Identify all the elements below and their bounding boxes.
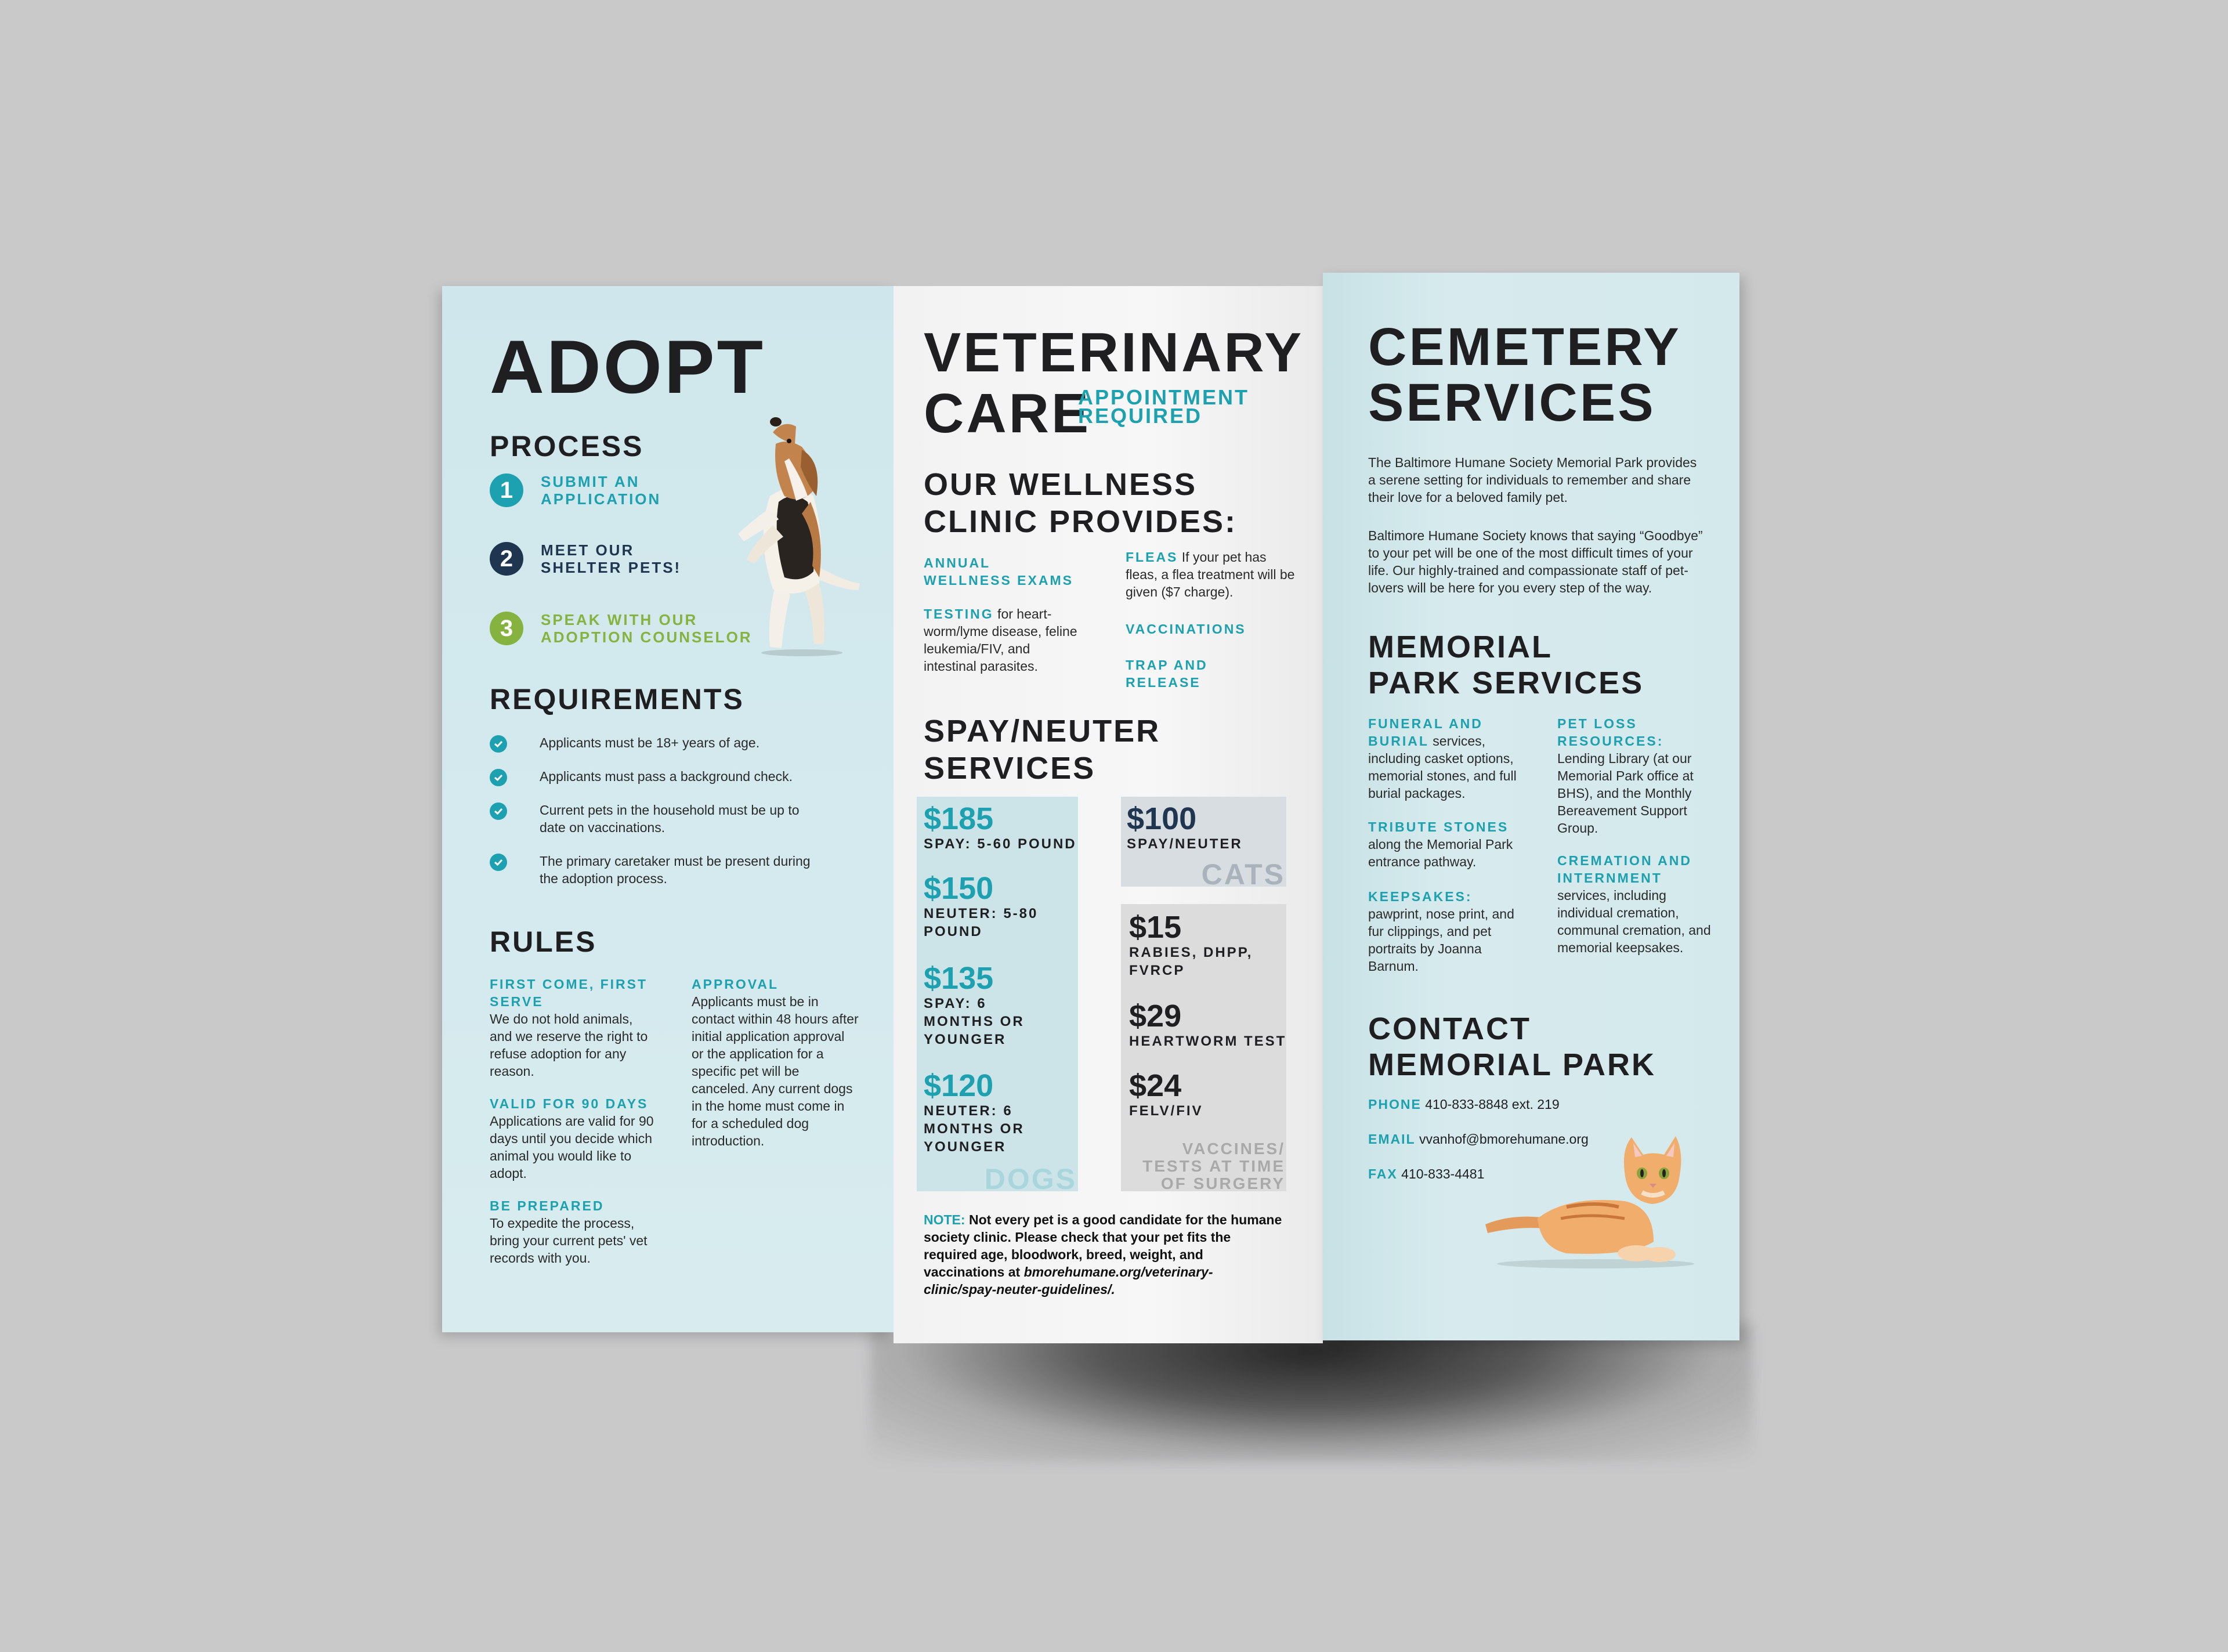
wellness-heading: OUR WELLNESS CLINIC PROVIDES: <box>924 467 1238 539</box>
price-label: RABIES, DHPP, FVRCP <box>1129 945 1253 978</box>
cemetery-goodbye-text: Baltimore Humane Society knows that saying “Goodbye” to your pet will be one of the most difficult times of your life. Our highly-trained and compassionate staff of pet-lovers will be here for you every step of the way. <box>1368 528 1703 595</box>
price-label: FELV/FIV <box>1129 1103 1203 1119</box>
step-number-1: 1 <box>490 473 523 507</box>
rule-label: VALID FOR 90 DAYS <box>490 1096 649 1111</box>
rule-label: FIRST COME, FIRST SERVE <box>490 977 648 1009</box>
rule-text: Applications are valid for 90 days until you decide which animal you would like to adopt. <box>490 1114 654 1181</box>
service-label: TRAP AND RELEASE <box>1126 657 1208 690</box>
service-label: TRIBUTE STONES <box>1368 819 1509 834</box>
brochure-shadow <box>870 1323 1752 1462</box>
rule-first-come <box>490 975 658 1080</box>
rule-label: BE PREPARED <box>490 1198 605 1213</box>
requirement-text: Applicants must pass a background check. <box>540 769 793 784</box>
requirement-item <box>490 734 812 753</box>
cemetery-title: CEMETERY SERVICES <box>1368 317 1681 432</box>
clinic-note <box>924 1211 1283 1298</box>
price-label: SPAY/NEUTER <box>1127 836 1243 852</box>
spay-neuter-heading: SPAY/NEUTER SERVICES <box>924 714 1161 786</box>
price-label: SPAY: 5-60 POUND <box>924 836 1077 852</box>
price-label: NEUTER: 5-80 POUND <box>924 906 1039 939</box>
rule-approval <box>692 975 860 1149</box>
contact-label: EMAIL <box>1368 1132 1416 1147</box>
memorial-services-heading: MEMORIAL PARK SERVICES <box>1368 630 1644 700</box>
service-text: along the Memorial Park entrance pathway. <box>1368 837 1513 869</box>
service-label: CREMATION AND INTERNMENT <box>1557 853 1692 885</box>
step-label-2: MEET OUR SHELTER PETS! <box>541 541 682 576</box>
service-vaccinations <box>1126 620 1282 638</box>
service-tribute-stones <box>1368 818 1533 870</box>
orange-cat-image <box>1480 1132 1700 1271</box>
price-value: $15 <box>1129 910 1182 945</box>
service-text: services, including individual cremation, communal cremation, and memorial keepsakes. <box>1557 888 1711 955</box>
cemetery-intro: The Baltimore Humane Society Memorial Park provides a serene setting for individuals to remember and share their love for a beloved family pet. <box>1368 455 1697 505</box>
service-label: PET LOSS RESOURCES: <box>1557 716 1664 749</box>
cats-tag: CATS <box>1201 858 1285 891</box>
cemetery-panel <box>1323 273 1739 1340</box>
process-step-2 <box>490 541 681 576</box>
requirement-item <box>490 801 812 836</box>
process-step-3 <box>490 611 753 646</box>
rule-be-prepared <box>490 1197 658 1267</box>
requirement-item <box>490 852 812 887</box>
checkmark-icon <box>490 769 507 786</box>
phone-value[interactable]: 410-833-8848 ext. 219 <box>1425 1097 1560 1112</box>
dogs-tag: DOGS <box>984 1163 1077 1195</box>
vet-title-line2: CARE <box>924 382 1091 444</box>
step-label-3: SPEAK WITH OUR ADOPTION COUNSELOR <box>541 611 753 646</box>
price-item <box>1129 911 1253 979</box>
price-item <box>924 1069 1025 1156</box>
price-value: $185 <box>924 801 994 836</box>
service-label: ANNUAL WELLNESS EXAMS <box>924 555 1073 588</box>
price-item <box>1127 802 1243 853</box>
service-fleas <box>1126 548 1300 601</box>
price-label: HEARTWORM TEST <box>1129 1033 1287 1049</box>
price-value: $24 <box>1129 1068 1182 1103</box>
contact-label: PHONE <box>1368 1097 1422 1112</box>
service-funeral-burial <box>1368 715 1533 802</box>
rules-heading: RULES <box>490 926 597 958</box>
price-value: $120 <box>924 1068 994 1103</box>
service-label: KEEPSAKES: <box>1368 889 1473 904</box>
step-number-3: 3 <box>490 612 523 645</box>
service-pet-loss <box>1557 715 1714 837</box>
service-label: FUNERAL AND BURIAL <box>1368 716 1483 749</box>
service-testing <box>924 605 1080 675</box>
rule-text: We do not hold animals, and we reserve the right to refuse adoption for any reason. <box>490 1011 648 1079</box>
price-value: $100 <box>1127 801 1197 836</box>
service-text: for heart-worm/lyme disease, feline leukemia/FIV, and intestinal parasites. <box>924 606 1077 674</box>
vet-title-line1: VETERINARY <box>924 321 1304 384</box>
service-cremation <box>1557 852 1714 956</box>
price-value: $135 <box>924 961 994 996</box>
service-wellness-exams <box>924 554 1080 589</box>
contact-fax <box>1368 1165 1484 1183</box>
checkmark-icon <box>490 735 507 753</box>
rule-valid-90-days <box>490 1095 658 1182</box>
checkmark-icon <box>490 802 507 820</box>
step-number-2: 2 <box>490 542 523 576</box>
vaccines-tag: VACCINES/ TESTS AT TIME OF SURGERY <box>1142 1140 1285 1192</box>
veterinary-panel <box>894 286 1323 1343</box>
price-value: $29 <box>1129 999 1182 1033</box>
service-label: VACCINATIONS <box>1126 621 1246 637</box>
appointment-required-label: APPOINTMENT REQUIRED <box>1078 385 1250 428</box>
rule-text: To expedite the process, bring your current pets' vet records with you. <box>490 1216 648 1266</box>
guidelines-link[interactable]: bmorehumane.org/veterinary-clinic/spay-neuter-guidelines/. <box>924 1264 1213 1297</box>
rule-label: APPROVAL <box>692 977 779 992</box>
service-keepsakes <box>1368 888 1533 975</box>
service-label: FLEAS <box>1126 550 1178 565</box>
requirements-heading: REQUIREMENTS <box>490 683 744 715</box>
checkmark-icon <box>490 854 507 871</box>
requirement-text: Current pets in the household must be up to date on vaccinations. <box>540 802 800 835</box>
service-trap-release <box>1126 656 1282 691</box>
step-label-1: SUBMIT AN APPLICATION <box>541 473 661 508</box>
process-heading: PROCESS <box>490 430 644 462</box>
rule-text: Applicants must be in contact within 48 hours after initial application approval or the application for a specific pet will be canceled. Any current dogs in the home must come in for a scheduled dog introduction. <box>692 994 859 1148</box>
note-text: Not every pet is a good candidate for the humane society clinic. Please check that your pet fits the required age, bloodwork, breed, weight, and vaccinations at <box>924 1212 1282 1279</box>
service-text: pawprint, nose print, and fur clippings, and pet portraits by Joanna Barnum. <box>1368 906 1514 974</box>
price-item <box>924 872 1038 941</box>
contact-heading: CONTACT MEMORIAL PARK <box>1368 1011 1656 1082</box>
fax-value: 410-833-4481 <box>1401 1166 1485 1181</box>
adopt-title: ADOPT <box>490 324 765 409</box>
beagle-dog-image <box>715 409 871 659</box>
service-text: services, including casket options, memorial stones, and full burial packages. <box>1368 733 1517 801</box>
service-text: If your pet has fleas, a flea treatment will be given ($7 charge). <box>1126 550 1295 599</box>
contact-phone <box>1368 1096 1560 1113</box>
service-text: Lending Library (at our Memorial Park office at BHS), and the Monthly Bereavement Support Group. <box>1557 751 1694 836</box>
adopt-panel <box>442 286 894 1332</box>
email-value[interactable]: vvanhof@bmorehumane.org <box>1419 1132 1589 1147</box>
price-label: SPAY: 6 MONTHS OR YOUNGER <box>924 996 1025 1047</box>
price-value: $150 <box>924 871 994 906</box>
process-step-1 <box>490 473 661 508</box>
price-item <box>924 962 1025 1049</box>
requirement-text: The primary caretaker must be present during the adoption process. <box>540 854 811 886</box>
price-label: NEUTER: 6 MONTHS OR YOUNGER <box>924 1103 1025 1155</box>
note-label: NOTE: <box>924 1212 965 1227</box>
price-item <box>924 802 1077 853</box>
requirement-text: Applicants must be 18+ years of age. <box>540 735 760 750</box>
contact-label: FAX <box>1368 1166 1398 1181</box>
requirement-item <box>490 768 812 786</box>
service-label: TESTING <box>924 606 994 621</box>
price-item <box>1129 1000 1286 1050</box>
price-item <box>1129 1069 1203 1120</box>
